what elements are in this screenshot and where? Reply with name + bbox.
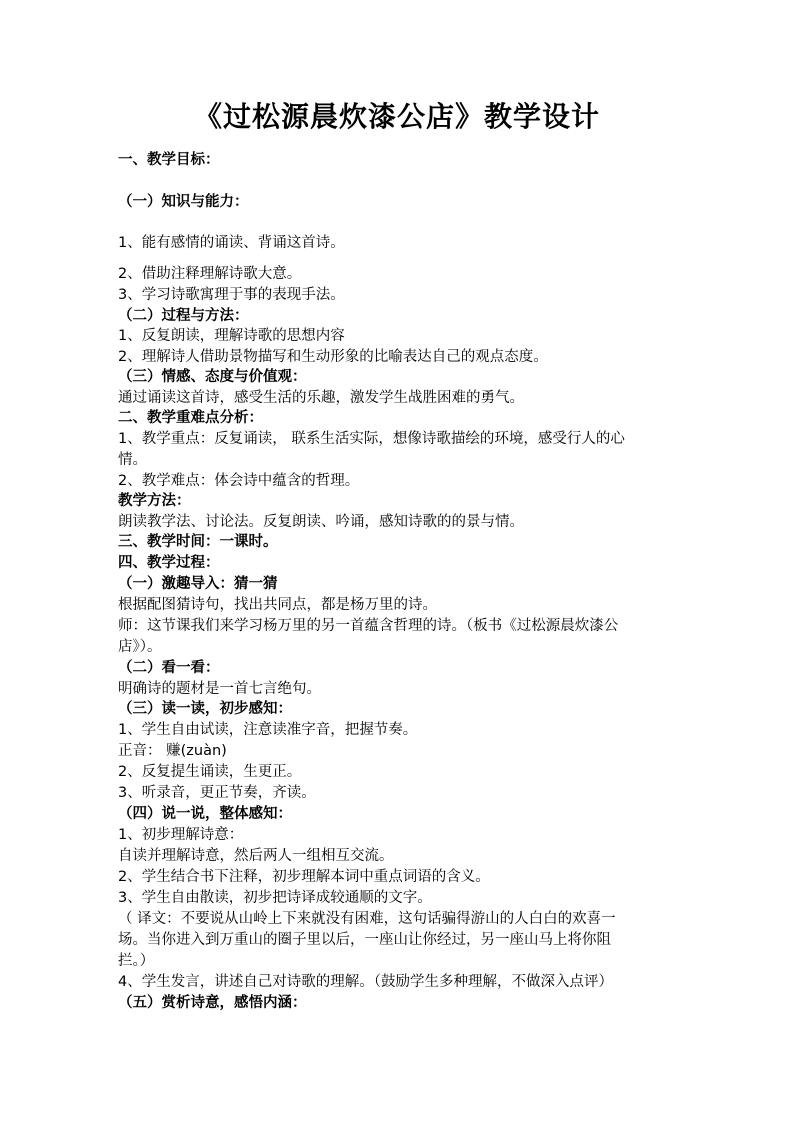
text-line: 1、初步理解诗意： [118, 827, 244, 843]
text-line: 2、借助注释理解诗歌大意。 [118, 266, 302, 282]
text-line: 2、教学难点：体会诗中蕴含的哲理。 [118, 473, 360, 489]
subheading-emotion: （三）情感、态度与价值观： [118, 369, 307, 385]
text-line: 通过诵读这首诗，感受生活的乐趣，激发学生战胜困难的勇气。 [118, 390, 524, 406]
text-line: 根据配图猜诗句，找出共同点，都是杨万里的诗。 [118, 597, 437, 613]
text-line: 师：这节课我们来学习杨万里的另一首蕴含哲理的诗。（板书《过松源晨炊漆公 [118, 618, 619, 634]
section-heading-time: 三、教学时间：一课时。 [118, 534, 278, 550]
text-line: 3、学生自由散读，初步把诗译成较通顺的文字。 [118, 890, 432, 906]
section-heading-objectives: 一、教学目标： [118, 152, 220, 168]
section-heading-process: 四、教学过程： [118, 555, 220, 571]
text-line: 3、听录音，更正节奏，齐读。 [118, 785, 316, 801]
section-heading-key-points: 二、教学重难点分析： [118, 410, 263, 426]
text-line: 明确诗的题材是一首七言绝句。 [118, 681, 321, 697]
text-line: 1、教学重点：反复诵读， 联系生活实际，想像诗歌描绘的环境，感受行人的心 [118, 431, 625, 447]
text-line: 正音： 赚(zuàn) [118, 743, 227, 759]
subheading-knowledge: （一）知识与能力： [118, 194, 249, 210]
subheading-look: （二）看一看： [118, 660, 220, 676]
text-line: 场。当你进入到万重山的圈子里以后，一座山让你经过，另一座山马上将你阻 [118, 932, 611, 948]
text-line: 自读并理解诗意，然后两人一组相互交流。 [118, 848, 394, 864]
subheading-methods: 教学方法： [118, 493, 191, 509]
text-line: 拦。） [118, 953, 155, 969]
subheading-intro: （一）激趣导入：猜一猜 [118, 576, 278, 592]
subheading-appreciate: （五）赏析诗意，感悟内涵： [118, 995, 307, 1011]
subheading-speak: （四）说一说，整体感知： [118, 806, 292, 822]
text-line: 朗读教学法、讨论法。反复朗读、吟诵，感知诗歌的的景与情。 [118, 514, 524, 530]
text-line: 1、学生自由试读，注意读准字音，把握节奏。 [118, 722, 418, 738]
text-line: 3、学习诗歌寓理于事的表现手法。 [118, 287, 345, 303]
text-line: 店》）。 [118, 639, 162, 655]
subheading-process: （二）过程与方法： [118, 308, 249, 324]
text-line: 2、学生结合书下注释，初步理解本词中重点词语的含义。 [118, 869, 490, 885]
text-line: 1、反复朗读，理解诗歌的思想内容 [118, 328, 345, 344]
text-line: 1、能有感情的诵读、背诵这首诗。 [118, 235, 345, 251]
text-line: 4、学生发言，讲述自己对诗歌的理解。（鼓励学生多种理解，不做深入点评） [118, 974, 613, 990]
text-line: 2、反复提生诵读，生更正。 [118, 764, 302, 780]
page-title: 《过松源晨炊漆公店》教学设计 [193, 100, 600, 133]
text-line: 2、理解诗人借助景物描写和生动形象的比喻表达自己的观点态度。 [118, 349, 548, 365]
text-line: 情。 [118, 452, 147, 468]
subheading-read: （三）读一读，初步感知： [118, 701, 292, 717]
text-line: （ 译文：不要说从山岭上下来就没有困难，这句话骗得游山的人白白的欢喜一 [118, 911, 616, 927]
